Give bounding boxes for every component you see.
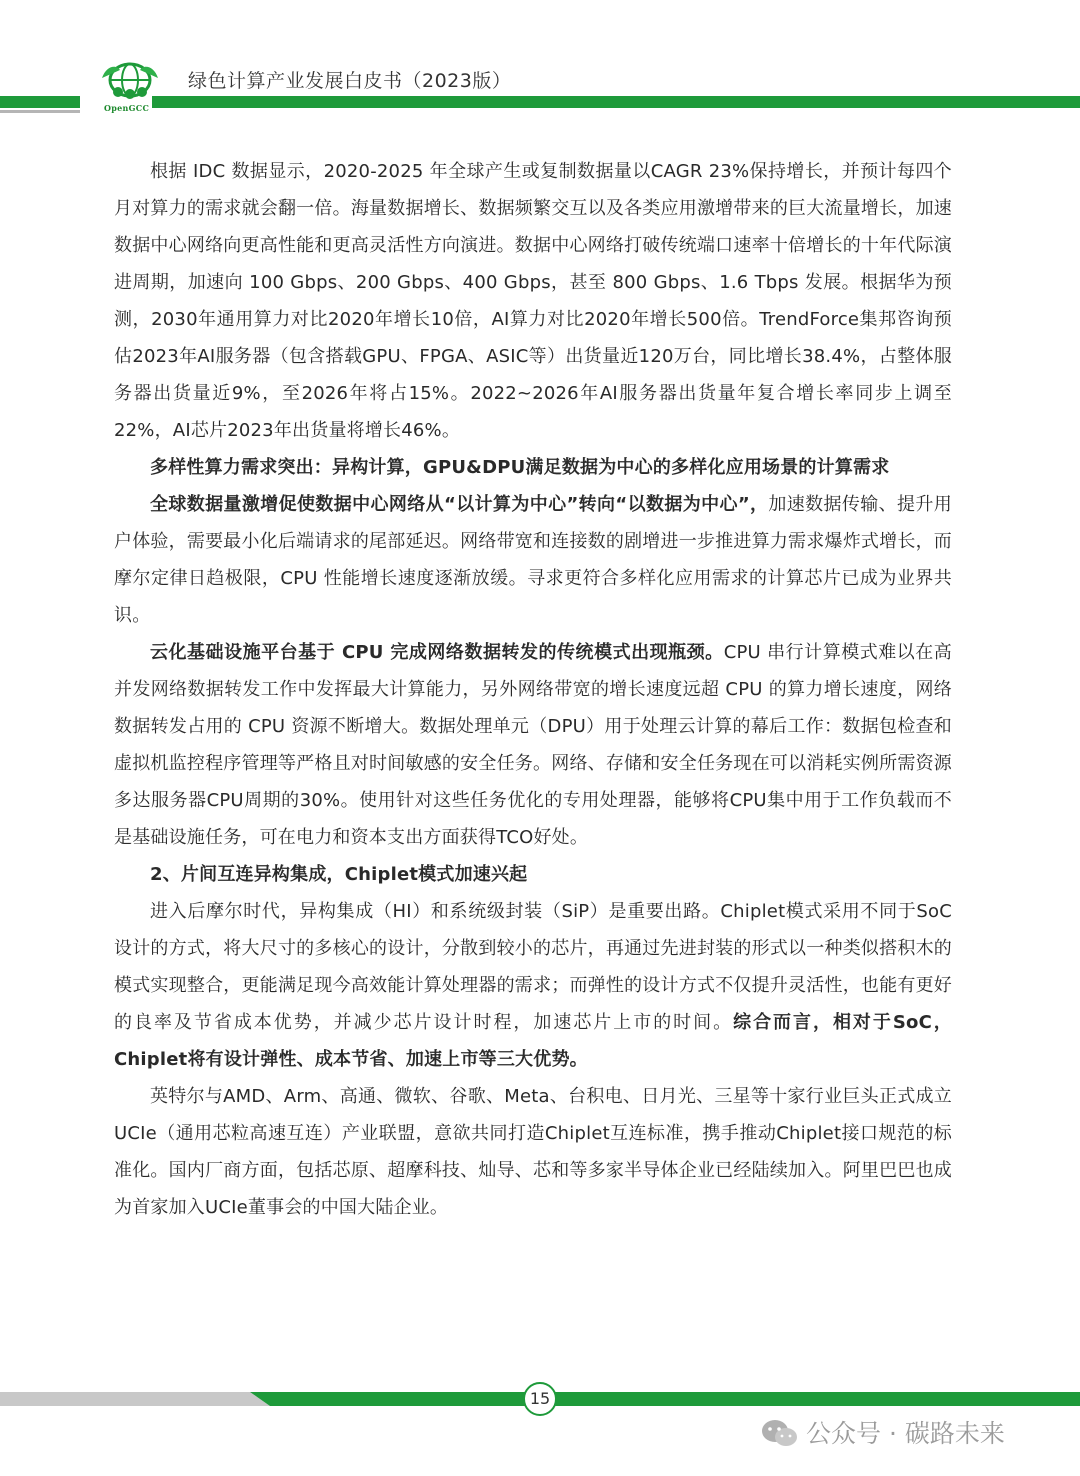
paragraph: 根据 IDC 数据显示，2020-2025 年全球产生或复制数据量以CAGR 23%保持增长，并预计每四个月对算力的需求就会翻一倍。海量数据增长、数据频繁交互以及各类应用激增带来的巨大流量增长，加速数据中心网络向更高性能和更高灵活性方向演进。数据中心网络打破传统端口速率十倍增长的十年代际演进周期，加速向 100 Gbps、200 Gbps、400 Gbps，甚至 800 Gbps、1.6 Tbps 发展。根据华为预测，2030年通用算力对比2020年增长10倍，AI算力对比2020年增长500倍。TrendForce集邦咨询预估2023年AI服务器（包含搭载GPU、FPGA、ASIC等）出货量近120万台，同比增长38.4%，占整体服务器出货量近9%，至2026年将占15%。2022~2026年AI服务器出货量年复合增长率同步上调至22%，AI芯片2023年出货量将增长46%。 <box>114 161 952 441</box>
paragraph: 英特尔与AMD、Arm、高通、微软、谷歌、Meta、台积电、日月光、三星等十家行业巨头正式成立UCIe（通用芯粒高速互连）产业联盟，意欲共同打造Chiplet互连标准，携手推动Chiplet接口规范的标准化。国内厂商方面，包括芯原、超摩科技、灿导、芯和等多家半导体企业已经陆续加入。阿里巴巴也成为首家加入UCIe董事会的中国大陆企业。 <box>114 1086 952 1218</box>
section-heading: 2、片间互连异构集成，Chiplet模式加速兴起 <box>150 864 528 885</box>
header-green-bar-left <box>0 96 80 108</box>
header-grey-rule <box>0 110 80 113</box>
section-heading: 多样性算力需求突出：异构计算，GPU&DPU满足数据为中心的多样化应用场景的计算需求 <box>150 457 890 478</box>
document-title: 绿色计算产业发展白皮书（2023版） <box>188 70 512 92</box>
paragraph: 云化基础设施平台基于 CPU 完成网络数据转发的传统模式出现瓶颈。CPU 串行计算模式难以在高并发网络数据转发工作中发挥最大计算能力，另外网络带宽的增长速度远超 CPU 的算力增长速度，网络数据转发占用的 CPU 资源不断增大。数据处理单元（DPU）用于处理云计算的幕后工作：数据包检查和虚拟机监控程序管理等严格且对时间敏感的安全任务。网络、存储和安全任务现在可以消耗实例所需资源多达服务器CPU周期的30%。使用针对这些任务优化的专用处理器，能够将CPU集中用于工作负载而不是基础设施任务，可在电力和资本支出方面获得TCO好处。 <box>114 642 953 848</box>
page-header <box>0 0 1080 130</box>
header-green-bar-right <box>152 96 1080 108</box>
paragraph: 全球数据量激增促使数据中心网络从“以计算为中心”转向“以数据为中心”，加速数据传输、提升用户体验，需要最小化后端请求的尾部延迟。网络带宽和连接数的剧增进一步推进算力需求爆炸式增长，而摩尔定律日趋极限，CPU 性能增长速度逐渐放缓。寻求更符合多样化应用需求的计算芯片已成为业界共识。 <box>114 494 952 626</box>
logo-text: OpenGCC <box>104 103 150 113</box>
watermark-label: 公众号 · 碳路未来 <box>806 1419 1005 1448</box>
page-number: 15 <box>523 1382 557 1416</box>
wechat-icon <box>760 1418 800 1450</box>
document-body <box>114 153 952 1226</box>
paragraph: 进入后摩尔时代，异构集成（HI）和系统级封装（SiP）是重要出路。Chiplet模式采用不同于SoC设计的方式，将大尺寸的多核心的设计，分散到较小的芯片，再通过先进封装的形式以一种类似搭积木的模式实现整合，更能满足现今高效能计算处理器的需求；而弹性的设计方式不仅提升灵活性，也能有更好的良率及节省成本优势，并减少芯片设计时程，加速芯片上市的时间。综合而言，相对于SoC，Chiplet将有设计弹性、成本节省、加速上市等三大优势。 <box>114 901 952 1070</box>
